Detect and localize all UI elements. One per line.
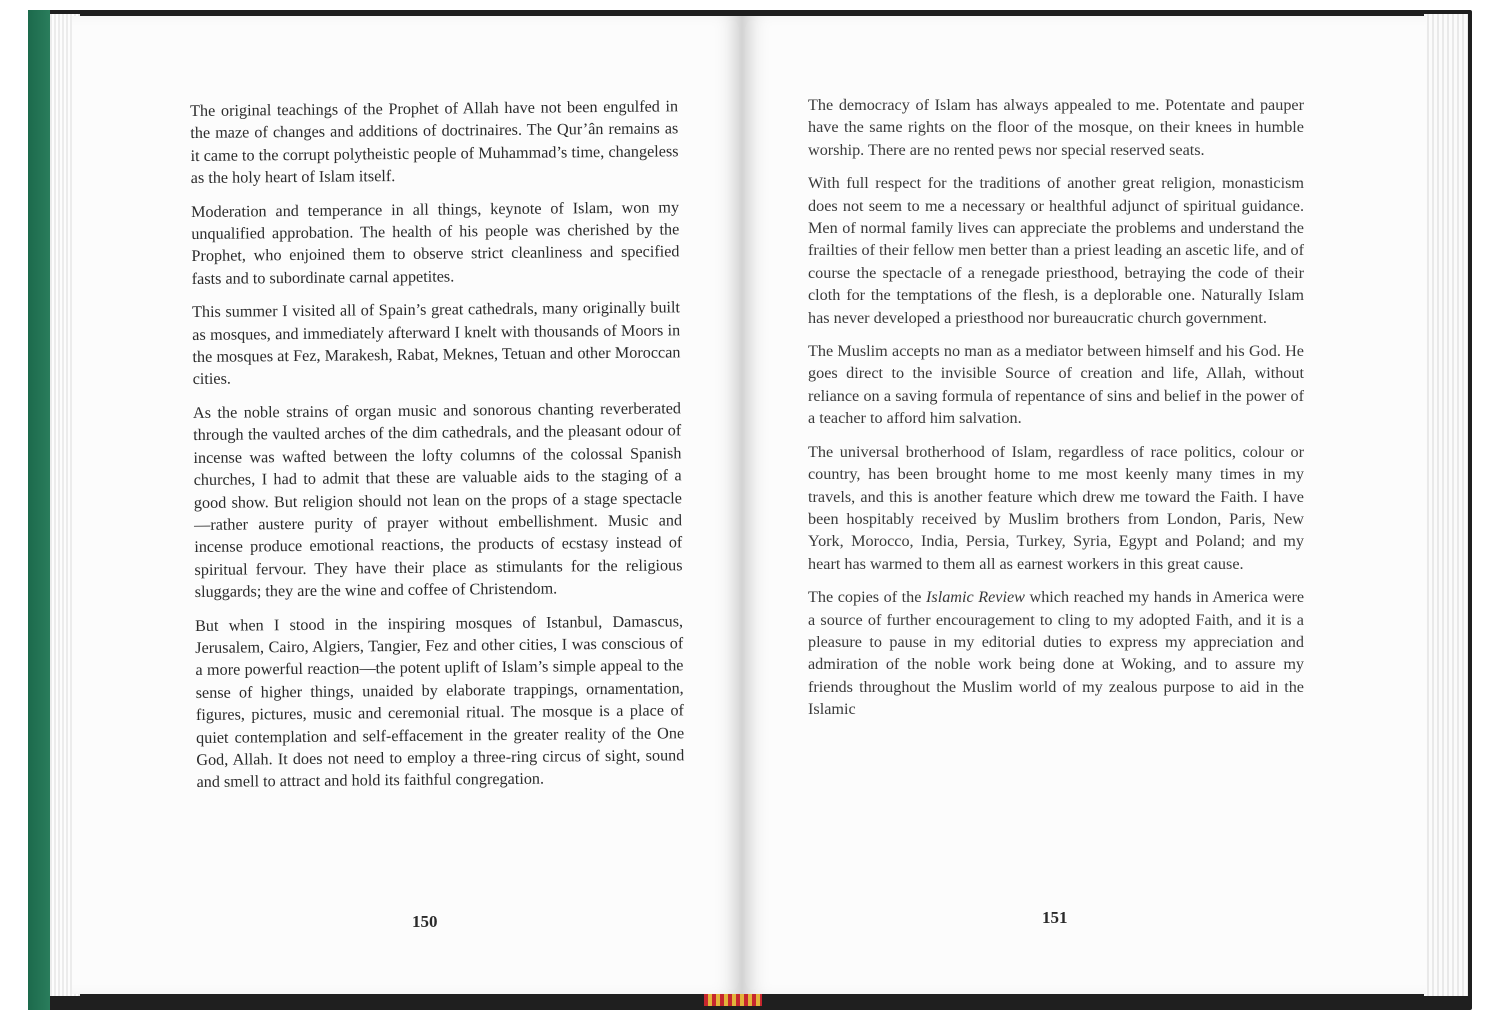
paragraph: The universal brotherhood of Islam, regardless of race politics, colour or country, has been brought home to me most keenly many times in my travels, and this is another feature which drew me toward the Faith. I have been hospitably received by Muslim brothers from London, Paris, New York, Morocco, India, Persia, Turkey, Syria, Egypt and Poland; and my heart has warmed to them all as earnest workers in this great cause. xyxy=(808,442,1304,573)
paragraph: But when I stood in the inspiring mosques of Istanbul, Damascus, Jerusalem, Cairo, Algiers, Tangier, Fez and other cities, I was conscious of a more powerful reaction—the potent uplift of Islam’s simple appeal to the sense of higher things, unaided by elaborate trappings, ornamentation, figures, pictures, music and ceremonial ritual. The mosque is a place of quiet contemplation and self-effacement in the greater reality of the One God, Allah. It does not need to employ a three-ring circus of sight, sound and smell to attract and hold its faithful congregation. xyxy=(194,611,685,792)
right-page xyxy=(742,16,1426,994)
paragraph: The original teachings of the Prophet of Allah have not been engulfed in the maze of changes and additions of doctrinaires. The Qur’ân remains as it came to the corrupt polytheistic people of Muhammad’s time, changeless as the holy heart of Islam itself. xyxy=(190,97,679,188)
text-segment: The copies of the xyxy=(808,588,926,607)
left-page xyxy=(72,16,742,994)
left-page-text xyxy=(190,95,685,804)
paragraph: The Muslim accepts no man as a mediator between himself and his God. He goes direct to the invisible Source of creation and life, Allah, without reliance on a saving formula of repentance of sins and belief in the power of a teacher to afford him salvation. xyxy=(808,342,1304,428)
paragraph: With full respect for the traditions of another great religion, monasticism does not seem to me a necessary or healthful adjunct of spiritual guidance. Men of normal family lives can appreciate the problems and understand the frailties of their fellow men better than a priest leading an ascetic life, and of course the spectacle of a renegade priesthood, betraying the code of their cloth for the temptations of the flesh, is a deplorable one. Naturally Islam has never developed a priesthood nor bureaucratic church government. xyxy=(808,174,1304,327)
italic-title: Islamic Review xyxy=(926,588,1025,607)
open-book xyxy=(28,10,1472,1010)
right-page-text xyxy=(808,94,1304,732)
paragraph: Moderation and temperance in all things, keynote of Islam, won my unqualified approbation. The health of his people was cherished by the Prophet, who enjoined them to observe strict cleanliness and specified fasts and to subordinate carnal appetites. xyxy=(190,197,680,288)
page-number-right: 151 xyxy=(1042,908,1068,927)
cover-green-edge xyxy=(28,10,50,1010)
page-edges-right xyxy=(1424,14,1468,996)
paragraph: The democracy of Islam has always appealed to me. Potentate and pauper have the same rights on the floor of the mosque, on their knees in humble worship. There are no rented pews nor special reserved seats. xyxy=(808,96,1304,159)
text-segment: which reached my hands in America were a source of further encouragement to cling to my adopted Faith, and it is a pleasure to pause in my editorial duties to express my appreciation and admiration of the noble work being done at Woking, and to assure my friends throughout the Muslim world of my zealous purpose to aid in the Islamic xyxy=(808,588,1305,719)
paragraph-last xyxy=(808,586,1304,720)
page-number-left: 150 xyxy=(412,912,438,931)
paragraph: As the noble strains of organ music and sonorous chanting reverberated through the vaulted arches of the dim cathedrals, and the pleasant odour of incense was wafted between the lofty columns of the colossal Spanish churches, I had to admit that these are valuable aids to the staging of a good show. But religion should not lean on the props of a stage spectacle—rather austere purity of prayer without embellishment. Music and incense produce emotional reactions, the products of ecstasy instead of spiritual fervour. They have their place as stimulants for the religious sluggards; they are the wine and coffee of Christendom. xyxy=(192,399,683,602)
paragraph: This summer I visited all of Spain’s great cathedrals, many originally built as mosques, and immediately afterward I knelt with thousands of Moors in the mosques at Fez, Marakesh, Rabat, Meknes, Tetuan and other Moroccan cities. xyxy=(191,298,681,389)
